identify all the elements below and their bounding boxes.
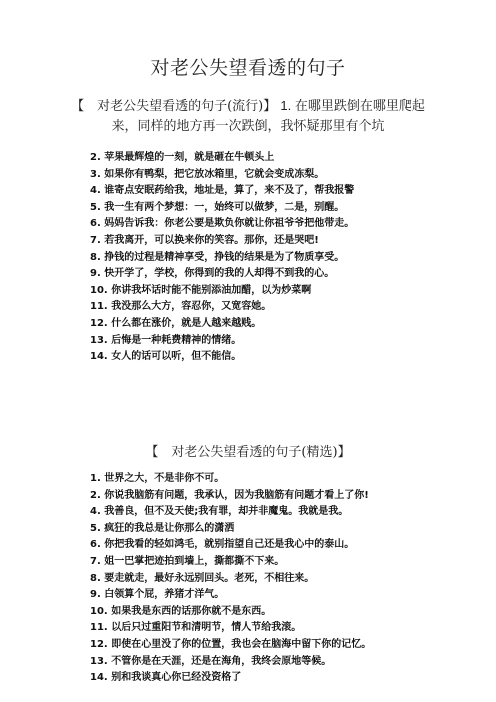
list-item: 2. 苹果最辉煌的一刻，就是砸在牛顿头上 [90,152,275,163]
list-item: 1. 世界之大，不是非你不可。 [90,473,225,484]
document-title: 对老公失望看透的句子 [150,57,346,79]
list-item-first: 1. 在哪里跌倒在哪里爬起来，同样的地方再一次跌倒，我怀疑那里有个坑 [111,98,425,133]
list-item: 4. 我善良，但不及天使;我有罪，却并非魔鬼。我就是我。 [90,506,349,518]
list-item: 12. 什么都在涨价，就是人越来越贱。 [90,317,262,329]
list-item: 12. 即使在心里没了你的位置，我也会在脑海中留下你的记忆。 [90,638,372,650]
list-item: 8. 挣钱的过程是精神享受，挣钱的结果是为了物质享受。 [90,251,345,263]
list-item: 6. 你把我看的轻如鸿毛，就别指望自己还是我心中的泰山。 [90,539,355,551]
section-heading-popular: 【 对老公失望看透的句子(流行)】 [71,99,277,114]
list-item: 11. 我没那么大方，容忍你，又宽容她。 [90,301,272,313]
list-item: 9. 快开学了，学校，你得到的我的人却得不到我的心。 [90,268,335,280]
list-item: 4. 谁寄点安眠药给我，地址是，算了，来不及了，帮我报警 [90,185,355,197]
list-item: 7. 姐一巴掌把迹拍到墙上，撕都撕不下来。 [90,555,285,567]
section-heading-selected: 【 对老公失望看透的句子(精选)】 [145,445,351,460]
list-item: 5. 疯狂的我总是让你那么的潇洒 [90,522,235,534]
list-item: 9. 白领算个屁，养猪才洋气。 [90,589,225,601]
list-item: 5. 我一生有两个梦想：一，始终可以做梦，二是，别醒。 [90,201,345,213]
list-item: 14. 女人的话可以听，但不能信。 [90,351,242,363]
list-item: 6. 妈妈告诉我：你老公要是欺负你就让你祖爷爷把他带走。 [90,218,355,230]
list-item: 14. 别和我谈真心你已经没资格了 [90,672,242,684]
list-item: 13. 不管你是在天涯，还是在海角，我终会原地等候。 [90,655,332,667]
sentence-list-popular [90,150,470,366]
list-item: 10. 如果我是东西的话那你就不是东西。 [90,605,272,617]
list-item: 7. 若我离开，可以换来你的笑容。那你，还是哭吧! [90,234,319,246]
list-item: 2. 你说我脑筋有问题，我承认，因为我脑筋有问题才看上了你! [90,489,369,501]
sentence-list-selected [90,471,470,687]
intro-paragraph [60,96,436,136]
list-item: 13. 后悔是一种耗费精神的情绪。 [90,334,242,346]
list-item: 11. 以后只过重阳节和清明节，情人节给我滚。 [90,622,302,634]
list-item: 8. 要走就走，最好永远别回头。老死，不相往来。 [90,572,315,584]
list-item: 3. 如果你有鸭梨，把它放冰箱里，它就会变成冻梨。 [90,168,325,180]
list-item: 10. 你讲我坏话时能不能别添油加醋，以为炒菜啊 [90,284,312,296]
